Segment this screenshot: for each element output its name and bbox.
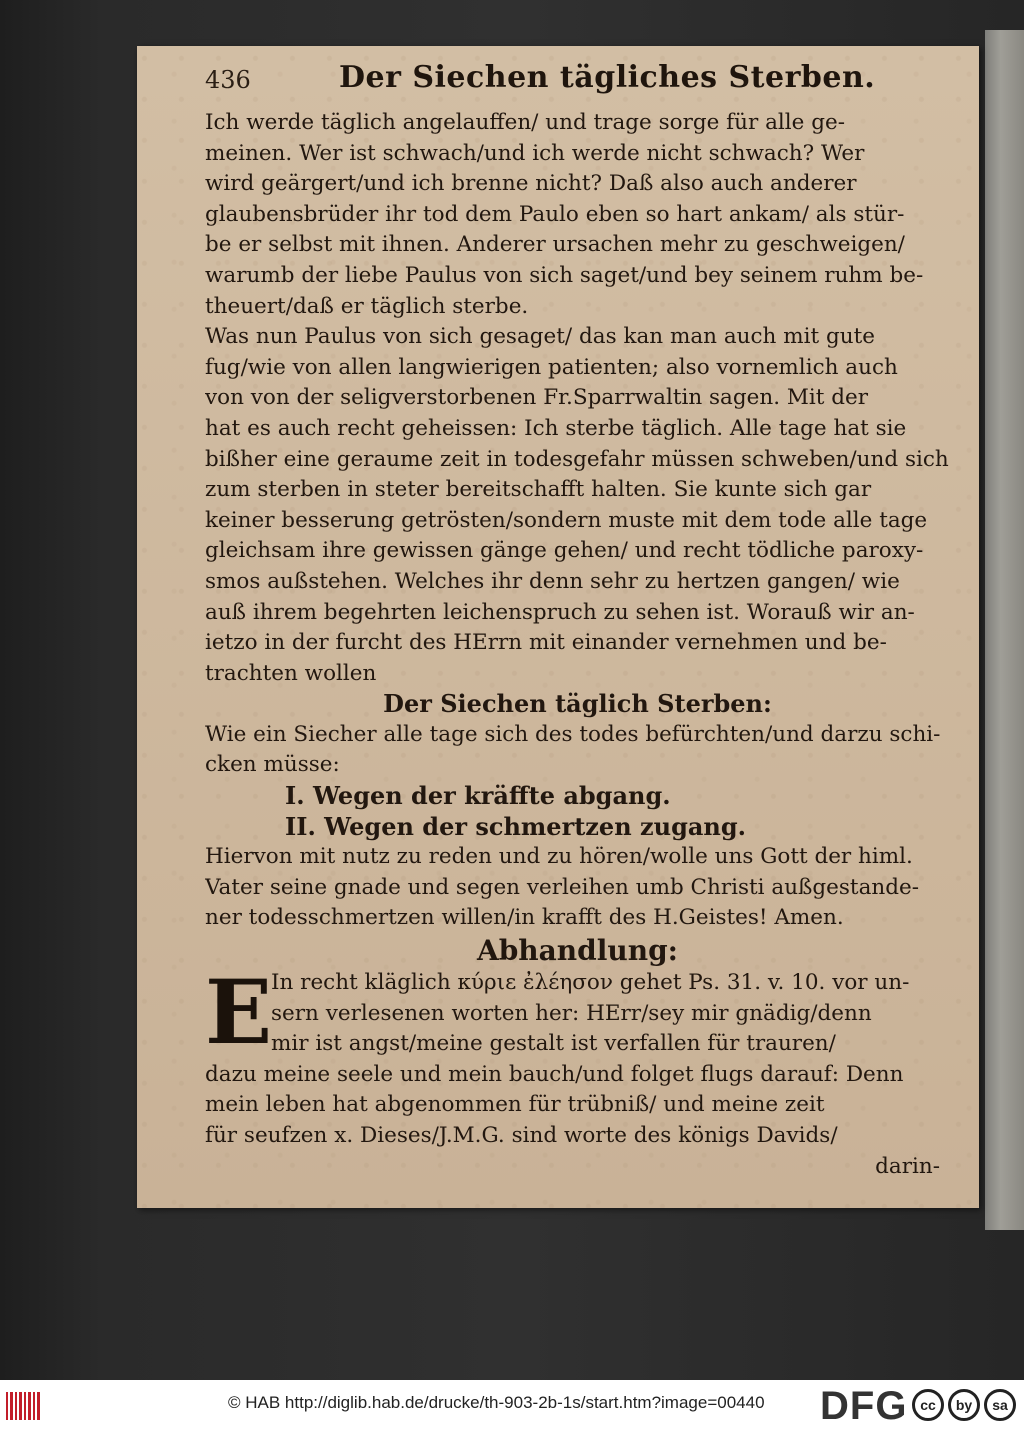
prayer-line: ner todesschmertzen willen/in krafft des H.Geistes! Amen. — [205, 905, 844, 931]
prayer-line: Hiervon mit nutz zu reden und zu hören/wolle uns Gott der himl. — [205, 844, 913, 870]
catchword: darin- — [875, 1153, 940, 1179]
dropcap-lines — [205, 968, 950, 1060]
running-title: Der Siechen tägliches Sterben. — [339, 60, 876, 95]
text-line: zum sterben in steter bereitschafft halten. Sie kunte sich gar — [205, 477, 872, 503]
text-line: trachten wollen — [205, 660, 377, 686]
page-text — [205, 108, 950, 1182]
text-line: be er selbst mit ihnen. Anderer ursachen mehr zu geschweigen/ — [205, 232, 905, 258]
text-line: warumb der liebe Paulus von sich saget/und bey seinem ruhm be- — [205, 262, 924, 288]
text-line: wird geärgert/und ich brenne nicht? Daß also auch anderer — [205, 171, 857, 197]
theme-line: Wie ein Siecher alle tage sich des todes befürchten/und darzu schi- — [205, 721, 941, 747]
text-line: sern verlesenen worten her: HErr/sey mir gnädig/denn — [271, 1000, 872, 1026]
section-heading: Abhandlung: — [476, 934, 678, 968]
dfg-logo: DFG — [820, 1384, 908, 1428]
text-line: Was nun Paulus von sich gesaget/ das kan man auch mit gute — [205, 324, 875, 350]
text-line: bißher eine geraume zeit in todesgefahr müssen schweben/und sich — [205, 446, 949, 472]
cc-license-badge[interactable] — [912, 1386, 1020, 1424]
theme-line: cken müsse: — [205, 752, 340, 778]
text-line: smos außstehen. Welches ihr denn sehr zu hertzen gangen/ wie — [205, 568, 900, 594]
text-line: mein leben hat abgenommen für trübniß/ und meine zeit — [205, 1092, 825, 1118]
text-line: fug/wie von allen langwierigen patienten; also vornemlich auch — [205, 354, 898, 380]
source-link[interactable]: © HAB http://diglib.hab.de/drucke/th-903-2b-1s/start.htm?image=00440 — [228, 1393, 765, 1412]
text-line: glaubensbrüder ihr tod dem Paulo eben so hart ankam/ als stür- — [205, 201, 905, 227]
dropcap-letter: E — [205, 968, 273, 1060]
page-header — [205, 60, 895, 94]
adjacent-page-edge — [985, 30, 1024, 1230]
by-icon: by — [948, 1389, 980, 1421]
text-line: mir ist angst/meine gestalt ist verfallen für trauren/ — [271, 1031, 836, 1057]
theme-heading: Der Siechen täglich Sterben: — [383, 689, 772, 719]
prayer-line: Vater seine gnade und segen verleihen umb Christi außgestande- — [205, 874, 919, 900]
text-line: theuert/daß er täglich sterbe. — [205, 293, 529, 319]
sa-icon: sa — [984, 1389, 1016, 1421]
point-one: I. Wegen der kräffte abgang. — [285, 781, 671, 811]
text-line: ietzo in der furcht des HErrn mit einander vernehmen und be- — [205, 630, 887, 656]
text-line: dazu meine seele und mein bauch/und folget flugs darauf: Denn — [205, 1061, 904, 1087]
text-line: auß ihrem begehrten leichenspruch zu sehen ist. Worauß wir an- — [205, 599, 915, 625]
text-line: meinen. Wer ist schwach/und ich werde nicht schwach? Wer — [205, 140, 865, 166]
body-paragraphs — [205, 108, 950, 689]
dropcap-paragraph — [205, 968, 950, 1060]
text-line: für seufzen x. Dieses/J.M.G. sind worte des königs Davids/ — [205, 1123, 838, 1148]
text-line: hat es auch recht geheissen: Ich sterbe täglich. Alle tage hat sie — [205, 415, 907, 441]
text-line: gleichsam ihre gewissen gänge gehen/ und recht tödliche paroxy- — [205, 538, 924, 564]
text-line: von von der seligverstorbenen Fr.Sparrwaltin sagen. Mit der — [205, 385, 869, 411]
cc-icon: cc — [912, 1389, 944, 1421]
text-line: keiner besserung getrösten/sondern muste mit dem tode alle tage — [205, 507, 928, 533]
hab-barcode-icon — [6, 1392, 40, 1420]
text-line: Ich werde täglich angelauffen/ und trage sorge für alle ge- — [205, 110, 845, 135]
text-line: In recht kläglich κύριε ἐλέησον gehet Ps. 31. v. 10. vor un- — [271, 970, 910, 996]
viewer-footer — [0, 1380, 1024, 1430]
page-number: 436 — [205, 66, 251, 94]
point-two: II. Wegen der schmertzen zugang. — [285, 811, 747, 841]
